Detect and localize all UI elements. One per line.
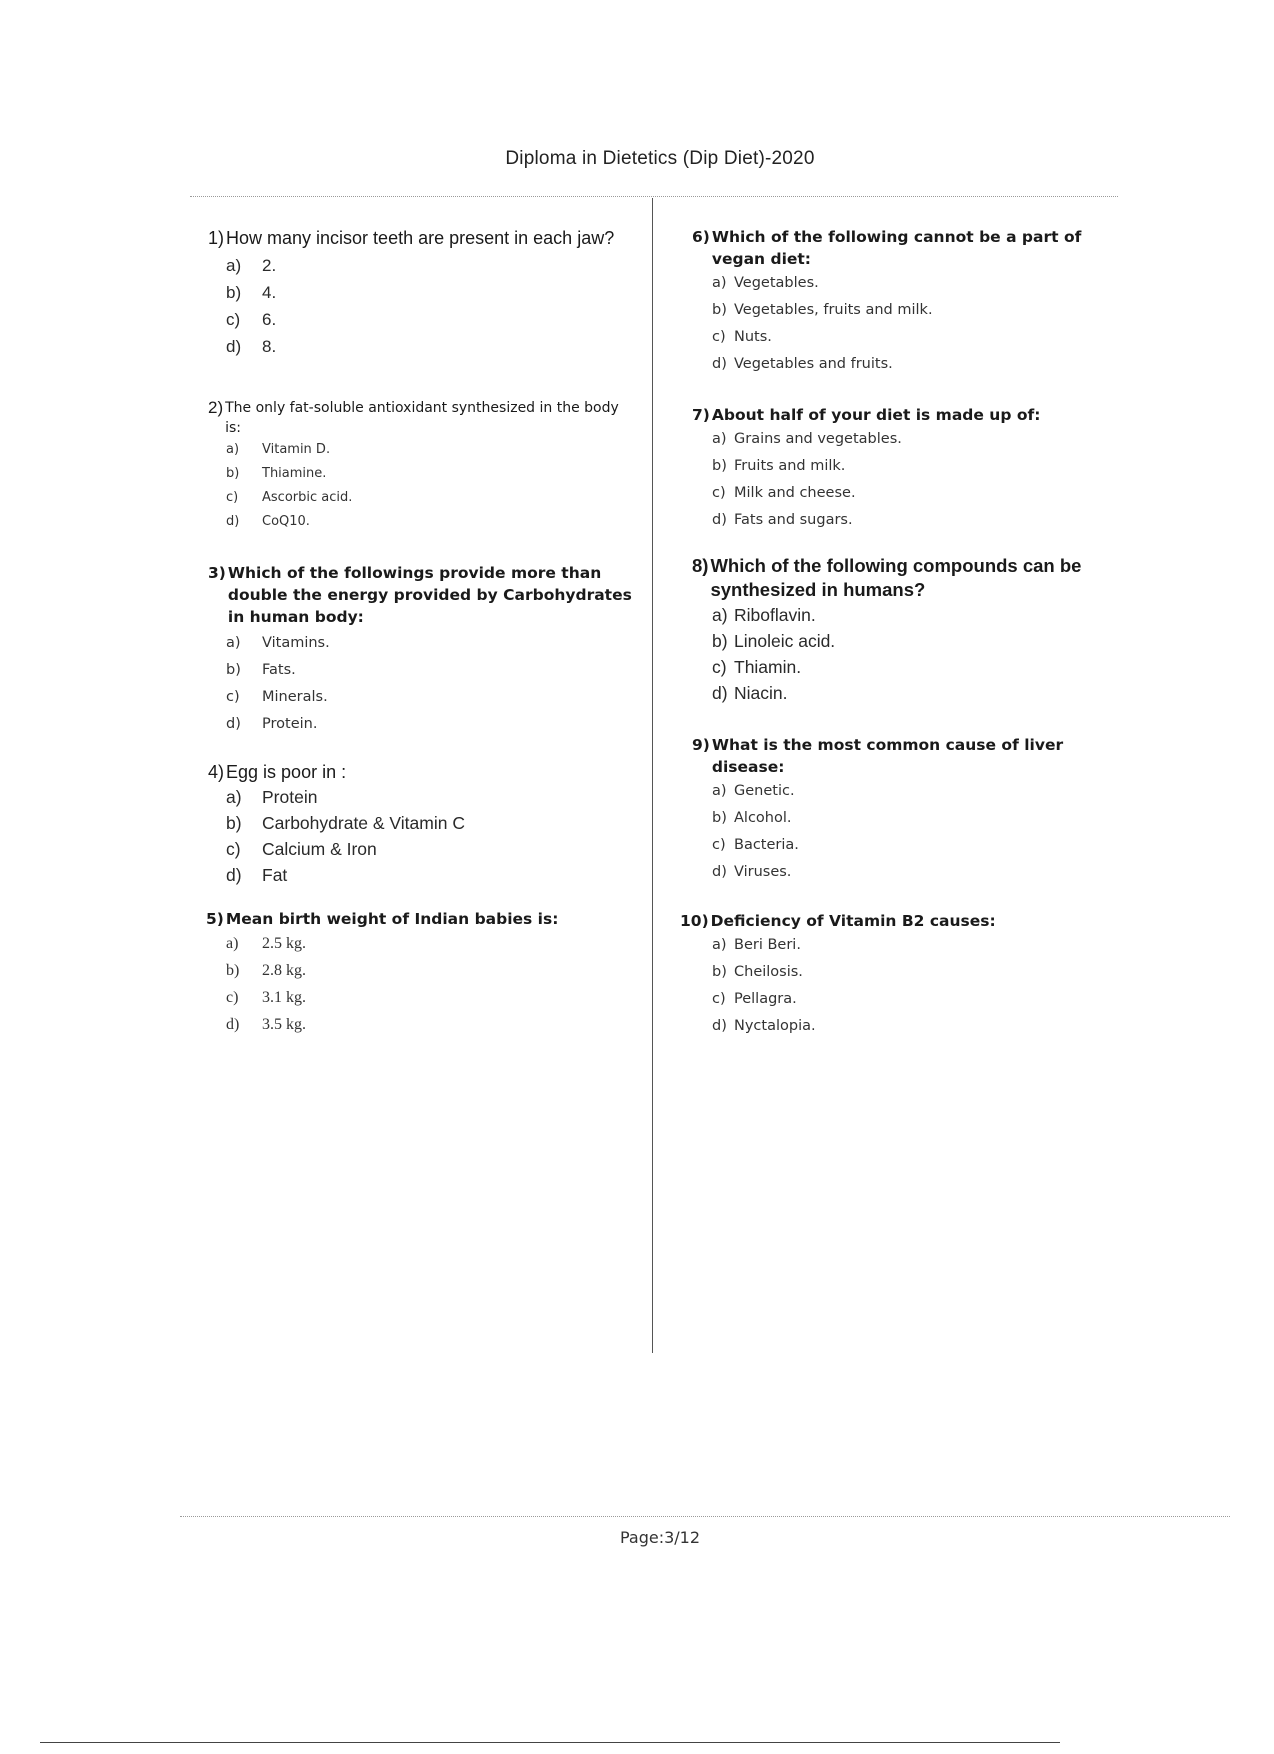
question-1 — [208, 226, 628, 360]
option-text: Calcium & Iron — [262, 839, 377, 859]
option-text: Linoleic acid. — [734, 631, 836, 651]
question-text: Mean birth weight of Indian babies is: — [225, 910, 559, 928]
option-d — [226, 862, 628, 888]
option-letter: a) — [226, 256, 242, 275]
option-a — [226, 252, 628, 279]
option-text: Vegetables. — [734, 275, 819, 291]
option-text: Nyctalopia. — [734, 1018, 816, 1034]
options-list — [226, 630, 638, 738]
question-number: 3) — [208, 564, 226, 582]
option-text: CoQ10. — [262, 514, 310, 529]
option-b — [226, 279, 628, 306]
option-text: 2. — [262, 256, 277, 275]
option-letter: a) — [226, 787, 242, 807]
option-letter: b) — [712, 964, 727, 980]
option-a — [226, 784, 628, 810]
option-text: 2.5 kg. — [262, 935, 306, 952]
question-text: How many incisor teeth are present in each jaw? — [226, 228, 615, 248]
option-text: Vitamin D. — [262, 442, 331, 457]
option-letter: c) — [226, 310, 241, 329]
option-text: Nuts. — [734, 329, 772, 345]
question-5 — [206, 908, 636, 1038]
option-letter: d) — [226, 514, 240, 529]
option-b — [712, 959, 1120, 986]
option-b — [226, 462, 628, 486]
option-text: Genetic. — [734, 783, 795, 799]
option-b — [226, 957, 636, 984]
option-text: 2.8 kg. — [262, 962, 306, 979]
option-letter: c) — [712, 485, 726, 501]
options-list — [226, 252, 628, 360]
option-letter: c) — [226, 689, 240, 705]
option-d — [712, 1013, 1120, 1040]
option-text: 3.5 kg. — [262, 1016, 306, 1033]
option-letter: d) — [226, 716, 241, 732]
option-d — [712, 351, 1112, 378]
options-list — [712, 602, 1132, 706]
question-number: 10) — [680, 912, 709, 930]
option-text: Milk and cheese. — [734, 485, 856, 501]
option-d — [712, 680, 1132, 706]
column-divider — [652, 198, 653, 1353]
header-rule — [190, 196, 1118, 197]
question-number: 7) — [692, 406, 710, 424]
option-text: Fats and sugars. — [734, 512, 853, 528]
option-text: 3.1 kg. — [262, 989, 306, 1006]
options-list — [712, 932, 1120, 1040]
option-c — [712, 832, 1112, 859]
question-number: 1) — [208, 228, 225, 248]
option-letter: d) — [712, 683, 728, 703]
option-d — [226, 510, 628, 534]
option-letter: a) — [226, 935, 239, 952]
option-c — [226, 486, 628, 510]
question-9 — [692, 734, 1112, 886]
option-c — [712, 324, 1112, 351]
option-letter: c) — [712, 991, 726, 1007]
option-text: Minerals. — [262, 689, 328, 705]
option-text: Ascorbic acid. — [262, 490, 353, 505]
option-letter: a) — [712, 937, 727, 953]
option-a — [712, 426, 1112, 453]
option-text: Beri Beri. — [734, 937, 801, 953]
option-letter: a) — [226, 635, 241, 651]
question-text: Which of the following cannot be a part of vegan diet: — [711, 228, 1082, 268]
option-text: Fruits and milk. — [734, 458, 846, 474]
option-text: 6. — [262, 310, 277, 329]
option-letter: b) — [226, 662, 241, 678]
option-letter: b) — [712, 302, 727, 318]
question-10 — [680, 910, 1120, 1040]
option-text: Carbohydrate & Vitamin C — [262, 813, 465, 833]
question-number: 5) — [206, 910, 224, 928]
option-d — [712, 507, 1112, 534]
option-letter: c) — [712, 837, 726, 853]
footer-rule — [180, 1516, 1230, 1517]
option-a — [712, 270, 1112, 297]
option-letter: b) — [712, 458, 727, 474]
option-letter: c) — [226, 839, 241, 859]
bottom-scan-line — [40, 1742, 1060, 1743]
option-d — [226, 711, 638, 738]
options-list — [226, 438, 628, 534]
question-text: The only fat-soluble antioxidant synthesized in the body is: — [225, 400, 619, 436]
option-letter: d) — [226, 1016, 240, 1033]
option-letter: a) — [226, 442, 240, 457]
option-letter: c) — [226, 989, 239, 1006]
question-text: What is the most common cause of liver disease: — [711, 736, 1064, 776]
option-c — [226, 984, 636, 1011]
option-c — [226, 836, 628, 862]
option-letter: a) — [712, 275, 727, 291]
option-d — [226, 333, 628, 360]
option-b — [226, 657, 638, 684]
question-text: About half of your diet is made up of: — [711, 406, 1041, 424]
question-number: 6) — [692, 228, 710, 246]
option-letter: c) — [712, 657, 727, 677]
option-letter: b) — [226, 466, 240, 481]
option-letter: d) — [712, 864, 727, 880]
option-text: Vitamins. — [262, 635, 330, 651]
option-text: Pellagra. — [734, 991, 797, 1007]
question-number: 4) — [208, 762, 225, 782]
option-text: Viruses. — [734, 864, 792, 880]
option-text: Fat — [262, 865, 288, 885]
option-b — [226, 810, 628, 836]
option-text: 8. — [262, 337, 277, 356]
option-text: Thiamine. — [262, 466, 327, 481]
option-letter: d) — [712, 512, 727, 528]
question-number: 9) — [692, 736, 710, 754]
question-number: 8) — [692, 555, 709, 576]
option-d — [226, 1011, 636, 1038]
question-text: Egg is poor in : — [226, 762, 347, 782]
option-text: Protein. — [262, 716, 318, 732]
option-text: Vegetables, fruits and milk. — [734, 302, 933, 318]
option-text: Thiamin. — [734, 657, 802, 677]
option-c — [226, 306, 628, 333]
option-a — [712, 778, 1112, 805]
option-letter: b) — [226, 283, 242, 302]
option-letter: d) — [712, 356, 727, 372]
option-a — [226, 630, 638, 657]
question-number: 2) — [208, 398, 224, 417]
option-text: Vegetables and fruits. — [734, 356, 893, 372]
option-letter: a) — [712, 783, 727, 799]
question-3 — [208, 562, 638, 738]
question-text: Which of the followings provide more than double the energy provided by Carbohydrates in human body: — [227, 564, 632, 626]
options-list — [226, 784, 628, 888]
option-letter: b) — [226, 962, 240, 979]
option-b — [712, 297, 1112, 324]
option-b — [712, 453, 1112, 480]
option-letter: a) — [712, 431, 727, 447]
option-a — [712, 602, 1132, 628]
option-a — [712, 932, 1120, 959]
option-text: Grains and vegetables. — [734, 431, 902, 447]
option-letter: b) — [712, 810, 727, 826]
option-text: 4. — [262, 283, 277, 302]
option-letter: b) — [226, 813, 242, 833]
option-letter: c) — [226, 490, 239, 505]
option-letter: d) — [712, 1018, 727, 1034]
option-b — [712, 805, 1112, 832]
option-b — [712, 628, 1132, 654]
option-c — [712, 654, 1132, 680]
question-text: Deficiency of Vitamin B2 causes: — [710, 912, 996, 930]
question-4 — [208, 760, 628, 888]
option-letter: d) — [226, 337, 242, 356]
question-2 — [208, 398, 628, 534]
option-a — [226, 930, 636, 957]
options-list — [712, 270, 1112, 378]
option-letter: a) — [712, 605, 728, 625]
option-text: Cheilosis. — [734, 964, 803, 980]
page-title: Diploma in Dietetics (Dip Diet)-2020 — [505, 148, 815, 169]
question-6 — [692, 226, 1112, 378]
option-a — [226, 438, 628, 462]
option-letter: d) — [226, 865, 242, 885]
option-text: Riboflavin. — [734, 605, 816, 625]
option-letter: b) — [712, 631, 728, 651]
options-list — [226, 930, 636, 1038]
question-8 — [692, 554, 1132, 706]
option-d — [712, 859, 1112, 886]
option-text: Protein — [262, 787, 318, 807]
option-c — [226, 684, 638, 711]
option-text: Bacteria. — [734, 837, 799, 853]
page-number: Page:3/12 — [619, 1528, 701, 1547]
option-c — [712, 986, 1120, 1013]
option-c — [712, 480, 1112, 507]
option-text: Niacin. — [734, 683, 788, 703]
option-letter: c) — [712, 329, 726, 345]
options-list — [712, 426, 1112, 534]
option-text: Fats. — [262, 662, 296, 678]
options-list — [712, 778, 1112, 886]
question-7 — [692, 404, 1112, 534]
option-text: Alcohol. — [734, 810, 792, 826]
question-text: Which of the following compounds can be synthesized in humans? — [710, 555, 1082, 600]
